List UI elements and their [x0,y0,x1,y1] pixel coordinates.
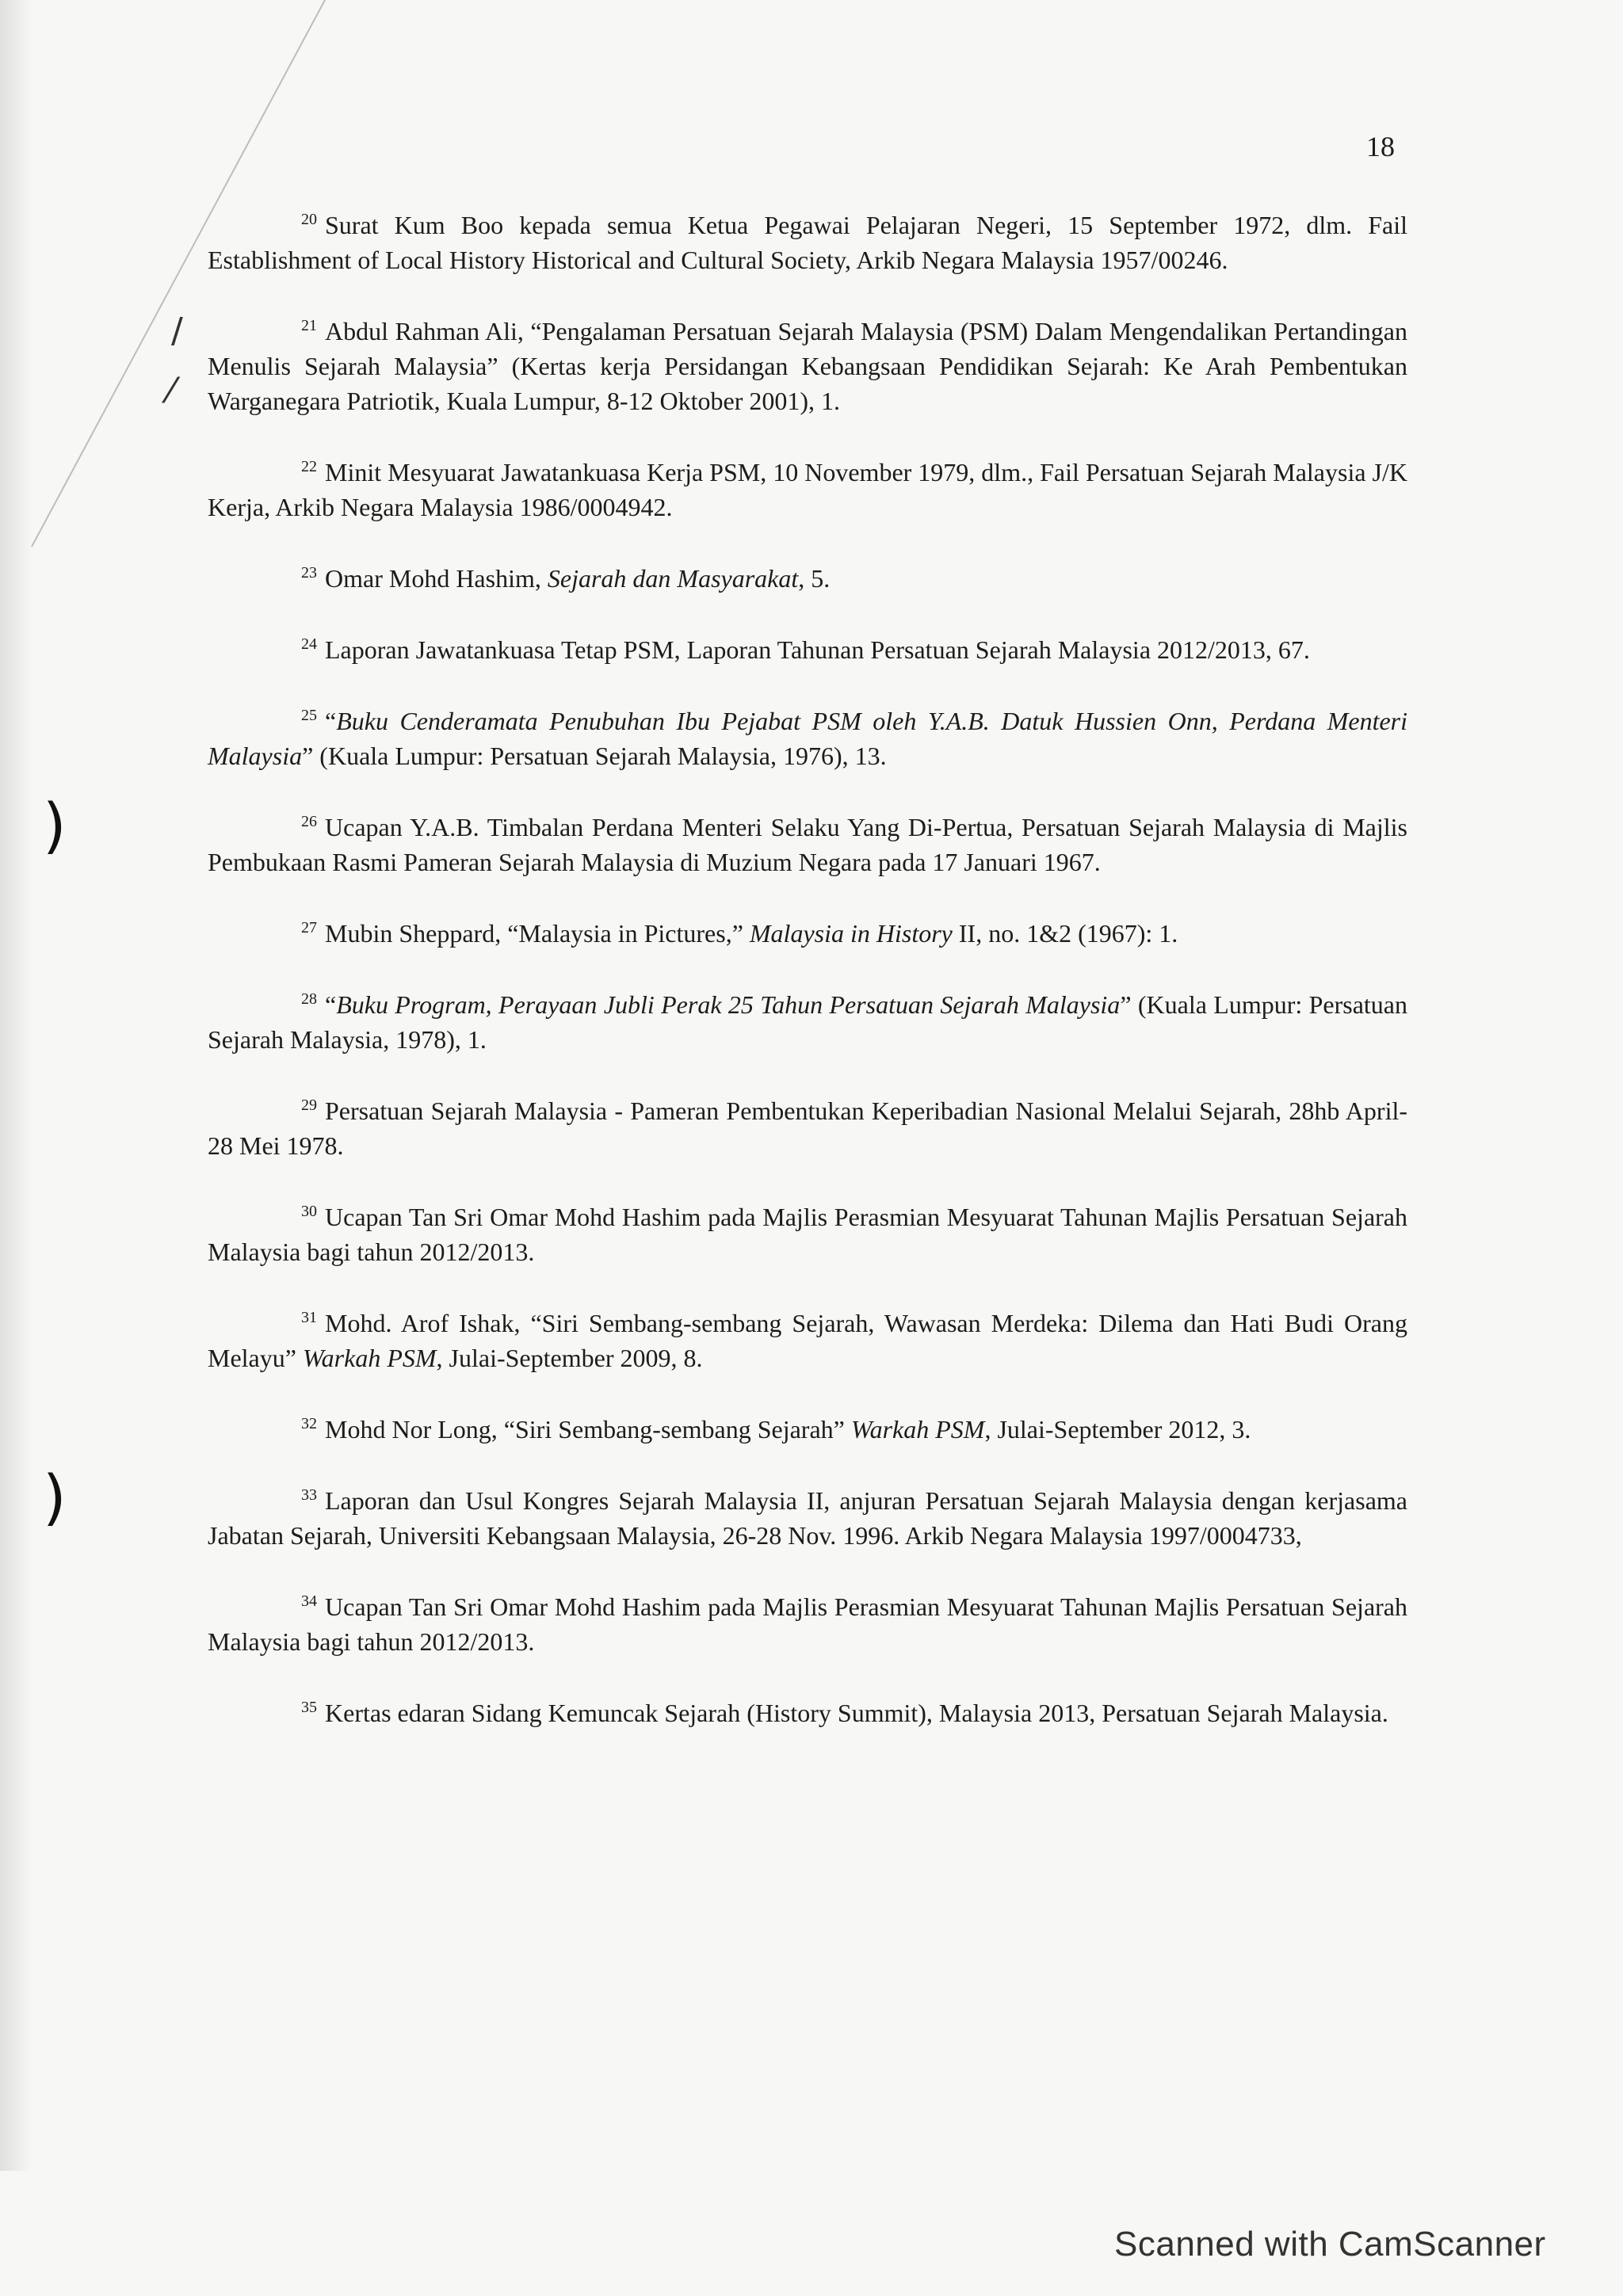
footnote-text: Laporan dan Usul Kongres Sejarah Malaysia II, anjuran Persatuan Sejarah Malaysia dengan kerjasama Jabatan Sejarah, Universiti Kebangsaan Malaysia, 26-28 Nov. 1996. Arkib Negara Malaysia 1997/0004733, [208,1486,1407,1550]
footnote-indent [208,1097,301,1125]
footnote-italic-title: Buku Cenderamata Penubuhan Ibu Pejabat PSM oleh Y.A.B. Datuk Hussien Onn, Perdana Menteri Malaysia [208,707,1407,770]
footnote-26 [208,810,1407,879]
footnote-italic-title: Malaysia in History [749,919,953,948]
footnote-italic-title: Warkah PSM [302,1344,437,1372]
footnote-25 [208,704,1407,773]
footnote-text: Laporan Jawatankuasa Tetap PSM, Laporan Tahunan Persatuan Sejarah Malaysia 2012/2013, 67. [325,635,1310,664]
footnote-number: 33 [301,1486,317,1505]
footnotes-list [208,208,1407,1767]
footnote-29 [208,1093,1407,1163]
footnote-text: , 5. [798,564,831,593]
footnote-28 [208,987,1407,1057]
footnote-24 [208,632,1407,667]
footnote-indent [208,458,301,486]
footnote-text: ” (Kuala Lumpur: Persatuan Sejarah Malaysia, 1976), 13. [302,742,887,770]
footnote-text: Minit Mesyuarat Jawatankuasa Kerja PSM, 10 November 1979, dlm., Fail Persatuan Sejarah Malaysia J/K Kerja, Arkib Negara Malaysia 1986/0004942. [208,458,1407,521]
footnote-number: 29 [301,1097,317,1115]
footnote-italic-title: Sejarah dan Masyarakat [547,564,799,593]
footnote-indent [208,1203,301,1231]
footnote-number: 31 [301,1309,317,1327]
footnote-20 [208,208,1407,277]
footnote-text: Ucapan Y.A.B. Timbalan Perdana Menteri Selaku Yang Di-Pertua, Persatuan Sejarah Malaysia di Majlis Pembukaan Rasmi Pameran Sejarah Malaysia di Muzium Negara pada 17 Januari 1967. [208,813,1407,876]
footnote-31 [208,1306,1407,1375]
footnote-indent [208,564,301,593]
footnote-text: Kertas edaran Sidang Kemuncak Sejarah (History Summit), Malaysia 2013, Persatuan Sejarah Malaysia. [325,1699,1388,1727]
footnote-number: 22 [301,458,317,476]
footnote-32 [208,1412,1407,1447]
footnote-number: 32 [301,1415,317,1433]
footnote-indent [208,919,301,948]
footnote-23 [208,561,1407,596]
pencil-tick-mark: / [171,311,183,351]
footnote-30 [208,1199,1407,1269]
footnote-italic-title: Warkah PSM [850,1415,985,1444]
footnote-number: 35 [301,1699,317,1717]
footnote-indent [208,317,301,345]
footnote-33 [208,1483,1407,1553]
footnote-indent [208,635,301,664]
footnote-number: 24 [301,635,317,654]
footnote-27 [208,916,1407,951]
footnote-text: Mohd Nor Long, “Siri Sembang-sembang Sejarah” [325,1415,851,1444]
footnote-indent [208,1592,301,1621]
footnote-21 [208,314,1407,418]
footnote-italic-title: Buku Program, Perayaan Jubli Perak 25 Tahun Persatuan Sejarah Malaysia [336,990,1121,1019]
pencil-tick-mark: ⁄ [168,371,174,411]
footnote-text: Ucapan Tan Sri Omar Mohd Hashim pada Majlis Perasmian Mesyuarat Tahunan Majlis Persatuan Sejarah Malaysia bagi tahun 2012/2013. [208,1203,1407,1266]
footnote-34 [208,1589,1407,1659]
binding-hole-mark: ) [43,790,67,860]
footnote-text: ” (Kuala Lumpur: Persatuan Sejarah Malaysia, 1978), 1. [208,990,1408,1054]
footnote-text: Omar Mohd Hashim, [325,564,548,593]
page-number: 18 [1366,131,1395,162]
footnote-text: Surat Kum Boo kepada semua Ketua Pegawai Pelajaran Negeri, 15 September 1972, dlm. Fail Establishment of Local History Historical and Cultural Society, Arkib Negara Malaysia 1957/00246. [208,211,1407,274]
footnote-number: 20 [301,211,317,229]
footnote-text: Mohd. Arof Ishak, “Siri Sembang-sembang Sejarah, Wawasan Merdeka: Dilema dan Hati Budi Orang Melayu” [208,1309,1407,1372]
footnote-number: 23 [301,564,317,582]
footnote-number: 30 [301,1203,317,1221]
footnote-text: “ [325,990,337,1019]
footnote-indent [208,1415,301,1444]
binding-hole-mark: ) [43,1462,67,1532]
footnote-text: “ [325,707,337,735]
footnote-number: 21 [301,317,317,335]
footnote-35 [208,1695,1407,1730]
footnote-indent [208,990,301,1019]
footnote-indent [208,1699,301,1727]
footnote-number: 34 [301,1592,317,1611]
footnote-text: Mubin Sheppard, “Malaysia in Pictures,” [325,919,750,948]
footnote-text: Abdul Rahman Ali, “Pengalaman Persatuan Sejarah Malaysia (PSM) Dalam Mengendalikan Pertandingan Menulis Sejarah Malaysia” (Kertas kerja Persidangan Kebangsaan Pendidikan Sejarah: Ke Arah Pembentukan Warganegara Patriotik, Kuala Lumpur, 8-12 Oktober 2001), 1. [208,317,1407,415]
footnote-indent [208,813,301,841]
footnote-text: , Julai-September 2009, 8. [436,1344,703,1372]
footnote-number: 25 [301,707,317,725]
footnote-indent [208,707,301,735]
footnote-number: 27 [301,919,317,937]
footnote-text: Ucapan Tan Sri Omar Mohd Hashim pada Majlis Perasmian Mesyuarat Tahunan Majlis Persatuan Sejarah Malaysia bagi tahun 2012/2013. [208,1592,1407,1656]
footnote-indent [208,1486,301,1515]
footnote-indent [208,211,301,239]
footnote-number: 28 [301,990,317,1009]
footnote-text: Persatuan Sejarah Malaysia - Pameran Pembentukan Keperibadian Nasional Melalui Sejarah, 28hb April-28 Mei 1978. [208,1097,1407,1160]
footnote-indent [208,1309,301,1337]
footnote-22 [208,455,1407,524]
scanner-watermark: Scanned with CamScanner [1114,2225,1546,2264]
footnote-text: , Julai-September 2012, 3. [984,1415,1251,1444]
footnote-number: 26 [301,813,317,831]
footnote-text: II, no. 1&2 (1967): 1. [952,919,1178,948]
